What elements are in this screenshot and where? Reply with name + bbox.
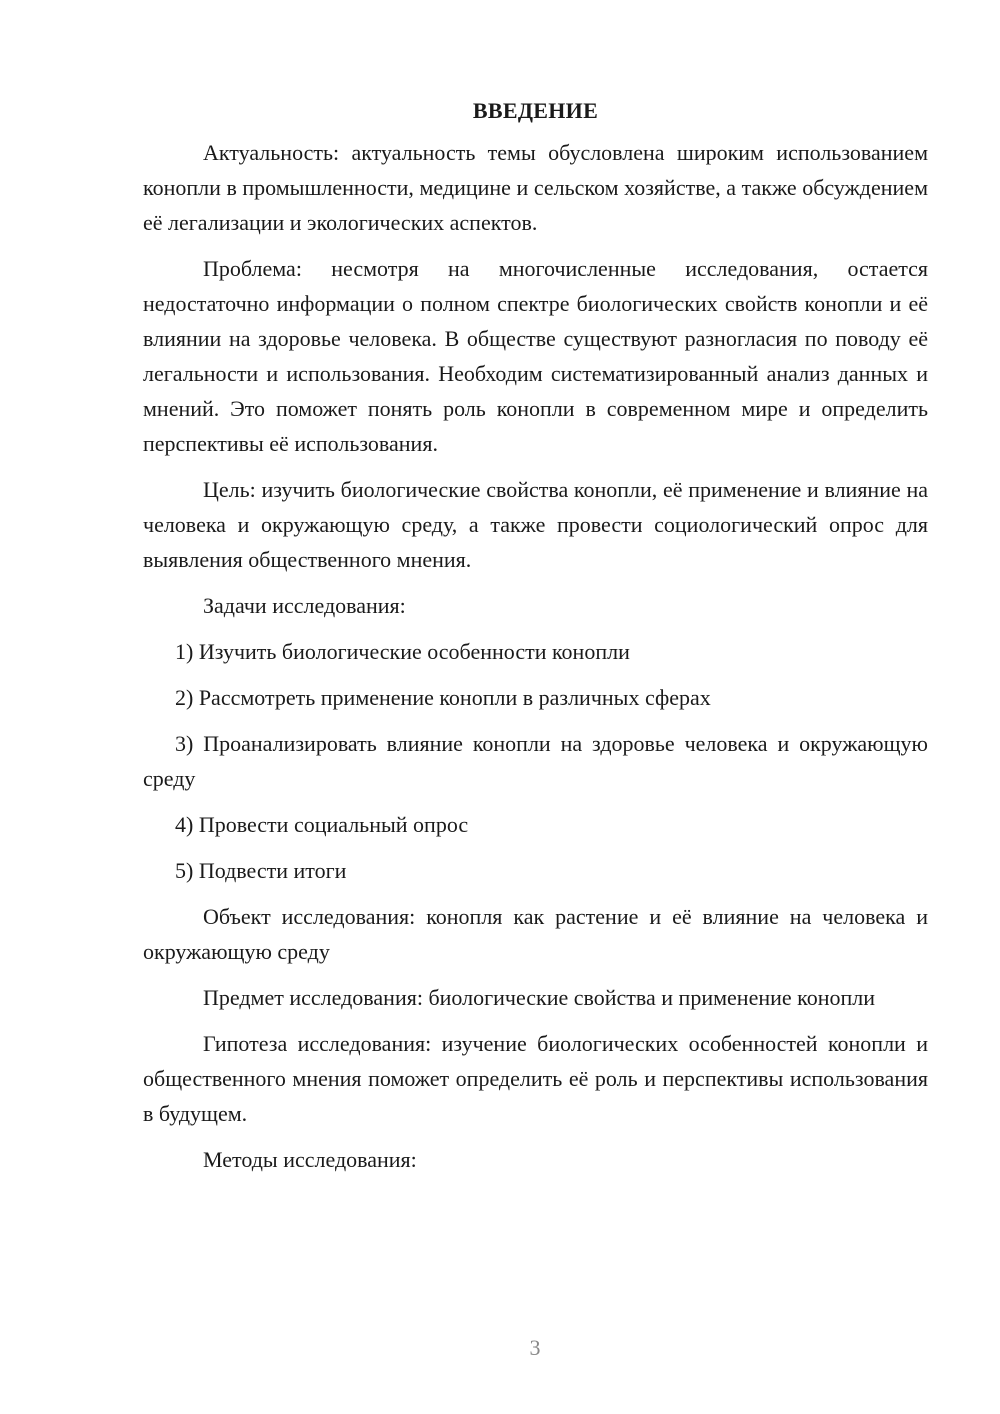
goal-paragraph: Цель: изучить биологические свойства конопли, её применение и влияние на человека и окружающую среду, а также провести социологический опрос для выявления общественного мнения. bbox=[143, 477, 928, 572]
task-item-4: 4) Провести социальный опрос bbox=[175, 812, 469, 837]
problem-paragraph: Проблема: несмотря на многочисленные исследования, остается недостаточно информации о полном спектре биологических свойств конопли и её влиянии на здоровье человека. В обществе существуют разногласия по поводу её легальности и использования. Необходим систематизированный анализ данных и мнений. Это поможет понять роль конопли в современном мире и определить перспективы её использования. bbox=[143, 256, 928, 456]
task-item-1: 1) Изучить биологические особенности конопли bbox=[175, 639, 630, 664]
task-item-3: 3) Проанализировать влияние конопли на здоровье человека и окружающую среду bbox=[143, 731, 928, 791]
relevance-paragraph: Актуальность: актуальность темы обусловлена широким использованием конопли в промышленности, медицине и сельском хозяйстве, а также обсуждением её легализации и экологических аспектов. bbox=[143, 140, 928, 235]
object-paragraph: Объект исследования: конопля как растение и её влияние на человека и окружающую среду bbox=[143, 904, 928, 964]
subject-paragraph: Предмет исследования: биологические свойства и применение конопли bbox=[203, 985, 876, 1010]
page-number: 3 bbox=[529, 1335, 541, 1360]
page-title: ВВЕДЕНИЕ bbox=[472, 98, 599, 123]
hypothesis-paragraph: Гипотеза исследования: изучение биологических особенностей конопли и общественного мнения поможет определить её роль и перспективы использования в будущем. bbox=[143, 1031, 928, 1126]
task-item-5: 5) Подвести итоги bbox=[175, 858, 347, 883]
tasks-heading: Задачи исследования: bbox=[203, 593, 406, 618]
page-content bbox=[143, 93, 928, 1188]
task-item-2: 2) Рассмотреть применение конопли в различных сферах bbox=[175, 685, 711, 710]
methods-heading: Методы исследования: bbox=[203, 1147, 417, 1172]
